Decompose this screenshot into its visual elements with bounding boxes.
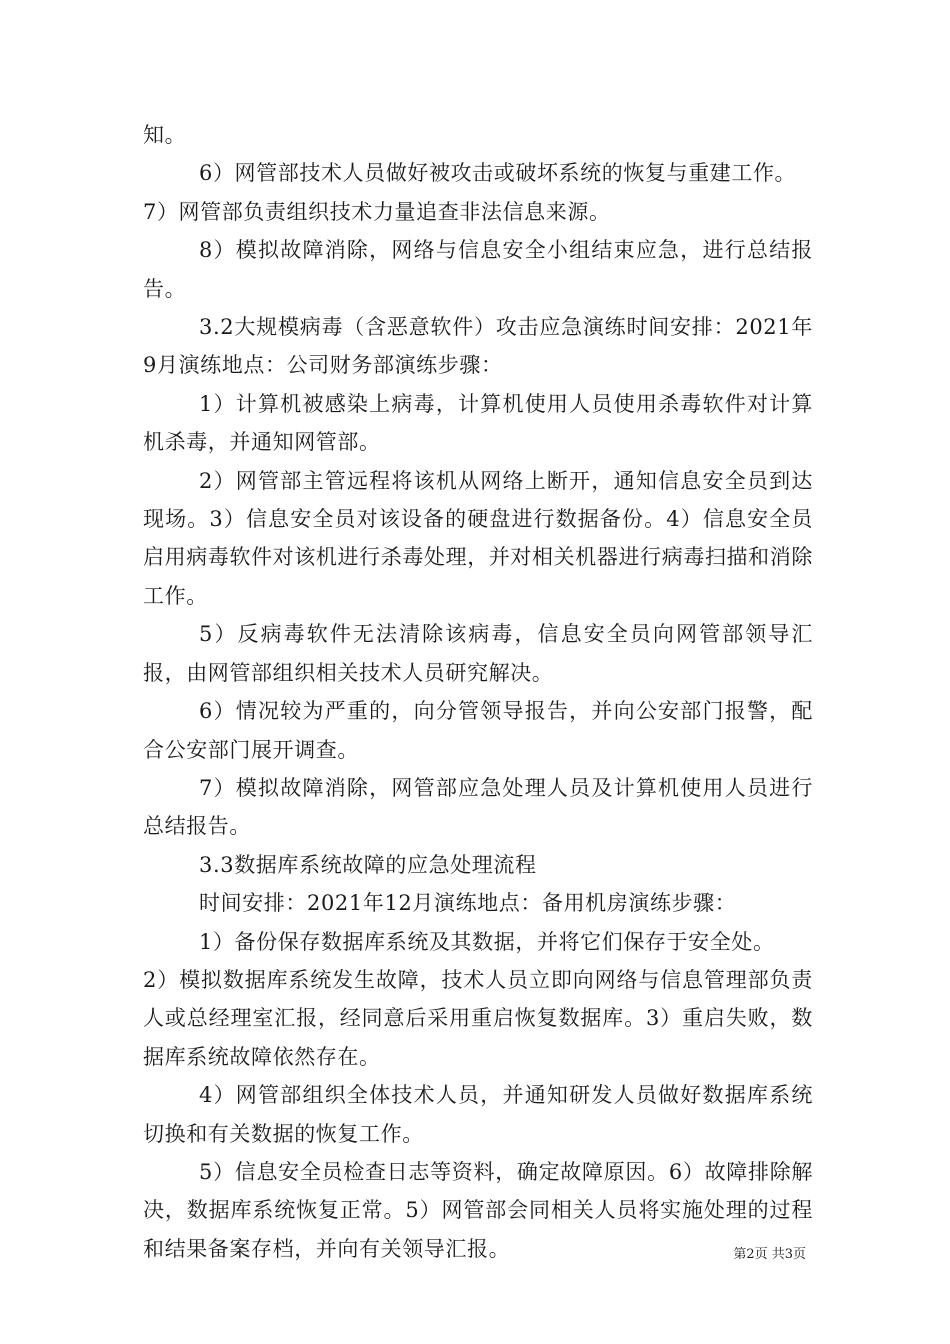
paragraph-7: 5）反病毒软件无法清除该病毒，信息安全员向网管部领导汇报，由网管部组织相关技术人员研究解决。 xyxy=(143,622,813,685)
paragraph-15: 5）信息安全员检查日志等资料，确定故障原因。6）故障排除解决，数据库系统恢复正常。5）网管部会同相关人员将实施处理的过程和结果备案存档，并向有关领导汇报。 xyxy=(143,1159,813,1261)
page-number: 第2页 共3页 xyxy=(733,1247,806,1262)
paragraph-5: 1）计算机被感染上病毒，计算机使用人员使用杀毒软件对计算机杀毒，并通知网管部。 xyxy=(143,391,813,455)
paragraph-3: 8）模拟故障消除，网络与信息安全小组结束应急，进行总结报告。 xyxy=(143,238,813,301)
document-body xyxy=(143,116,813,1268)
paragraph-8: 6）情况较为严重的，向分管领导报告，并向公安部门报警，配合公安部门展开调查。 xyxy=(143,699,813,762)
paragraph-2: 7）网管部负责组织技术力量追查非法信息来源。 xyxy=(143,199,611,224)
paragraph-0: 知。 xyxy=(143,123,187,147)
paragraph-13: 2）模拟数据库系统发生故障，技术人员立即向网络与信息管理部负责人或总经理室汇报，经同意后采用重启恢复数据库。3）重启失败，数据库系统故障依然存在。 xyxy=(143,967,813,1069)
paragraph-6: 2）网管部主管远程将该机从网络上断开，通知信息安全员到达现场。3）信息安全员对该设备的硬盘进行数据备份。4）信息安全员启用病毒软件对该机进行杀毒处理，并对相关机器进行病毒扫描和消除工作。 xyxy=(143,468,813,608)
paragraph-12: 1）备份保存数据库系统及其数据，并将它们保存于安全处。 xyxy=(199,929,775,954)
paragraph-4: 3.2大规模病毒（含恶意软件）攻击应急演练时间安排：2021年9月演练地点：公司财务部演练步骤： xyxy=(143,315,813,378)
paragraph-11: 时间安排：2021年12月演练地点：备用机房演练步骤： xyxy=(199,891,737,916)
section-heading-3-3: 3.3数据库系统故障的应急处理流程 xyxy=(199,852,537,877)
paragraph-9: 7）模拟故障消除，网管部应急处理人员及计算机使用人员进行总结报告。 xyxy=(143,775,813,839)
paragraph-1: 6）网管部技术人员做好被攻击或破坏系统的恢复与重建工作。 xyxy=(199,161,797,186)
paragraph-14: 4）网管部组织全体技术人员，并通知研发人员做好数据库系统切换和有关数据的恢复工作。 xyxy=(143,1083,813,1146)
